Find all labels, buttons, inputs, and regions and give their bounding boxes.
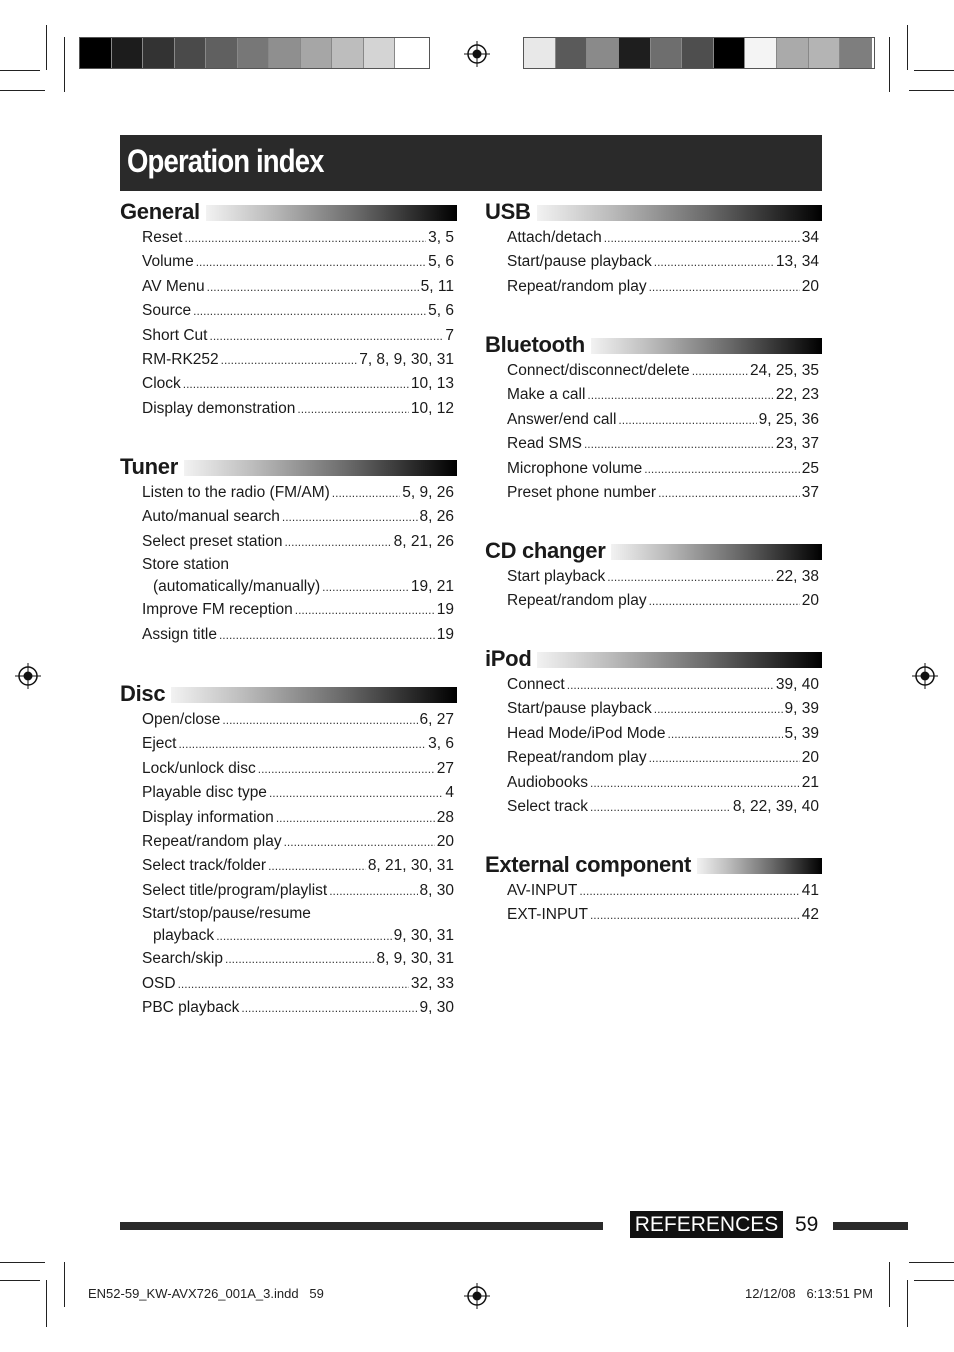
section-gradient-bar <box>697 858 822 874</box>
entry-pages: 7 <box>445 326 454 344</box>
dot-leader <box>607 565 774 589</box>
index-entry <box>142 830 454 854</box>
section-title: iPod <box>485 647 537 671</box>
entry-pages: 5, 6 <box>428 302 454 320</box>
index-entry <box>142 732 454 756</box>
entry-continuation <box>142 925 454 947</box>
entry-label: PBC playback <box>142 999 240 1017</box>
index-entry <box>142 879 454 903</box>
slug-timestamp: 12/12/08 6:13:51 PM <box>745 1286 873 1301</box>
index-entry <box>142 623 454 647</box>
color-swatch <box>651 38 683 68</box>
entry-label: Select track <box>507 798 588 816</box>
entry-label: Microphone volume <box>507 459 643 477</box>
entry-label: Playable disc type <box>142 784 267 802</box>
entry-pages: 19 <box>436 601 454 619</box>
dot-leader <box>284 530 391 554</box>
entry-pages: 23, 37 <box>775 435 819 453</box>
index-entry <box>142 348 454 372</box>
registration-mark-bottom-icon <box>464 1283 490 1309</box>
entry-label: Clock <box>142 375 181 393</box>
entry-label: AV-INPUT <box>507 882 578 899</box>
color-bar-right <box>523 37 875 69</box>
index-entry <box>142 324 454 348</box>
section-external-component <box>485 853 822 928</box>
section-ipod <box>485 647 822 819</box>
index-entry <box>507 226 819 250</box>
dot-leader <box>618 408 756 432</box>
section-gradient-bar <box>537 652 822 668</box>
entry-pages: 7, 8, 9, 30, 31 <box>359 351 454 369</box>
color-swatch <box>80 38 112 68</box>
entry-list <box>142 708 454 1020</box>
index-entry <box>142 505 454 529</box>
entry-pages: 8, 30 <box>419 881 454 899</box>
entry-label: Display information <box>142 808 274 826</box>
section-gradient-bar <box>206 205 457 221</box>
dot-leader <box>654 697 783 721</box>
entry-pages: 9, 30 <box>419 999 454 1017</box>
dot-leader <box>649 746 800 770</box>
dot-leader <box>590 771 800 795</box>
dot-leader <box>587 383 773 407</box>
section-tuner <box>120 455 457 647</box>
entry-label: Eject <box>142 735 177 753</box>
entry-pages: 6, 27 <box>419 711 454 728</box>
color-swatch <box>332 38 364 68</box>
color-swatch <box>745 38 777 68</box>
entry-pages: 34 <box>801 229 819 246</box>
section-cd-changer <box>485 539 822 614</box>
section-gradient-bar <box>591 338 822 354</box>
entry-pages: 8, 21, 26 <box>393 532 454 550</box>
dot-leader <box>268 854 366 878</box>
dot-leader <box>668 722 783 746</box>
entry-label: Select preset station <box>142 532 283 550</box>
entry-label: Assign title <box>142 625 217 643</box>
entry-pages: 42 <box>801 906 819 924</box>
section-gradient-bar <box>171 687 457 703</box>
index-entry <box>142 854 454 878</box>
index-entry <box>507 275 819 299</box>
entry-pages: 25 <box>801 459 819 477</box>
dot-leader <box>185 226 427 250</box>
entry-label: OSD <box>142 974 176 992</box>
color-swatch <box>395 38 427 68</box>
section-header <box>485 539 822 563</box>
index-entry <box>142 481 454 505</box>
entry-pages: 9, 25, 36 <box>758 410 819 428</box>
entry-label: Connect <box>507 676 565 693</box>
entry-label: Attach/detach <box>507 229 602 246</box>
entry-label: Auto/manual search <box>142 508 280 526</box>
entry-label: Source <box>142 302 192 320</box>
dot-leader <box>178 972 409 996</box>
entry-label: Start/pause playback <box>507 700 652 718</box>
color-swatch <box>556 38 588 68</box>
dot-leader <box>322 576 409 598</box>
index-entry <box>507 903 819 927</box>
registration-mark-top-icon <box>464 41 490 67</box>
index-entry <box>507 457 819 481</box>
entry-pages: 8, 21, 30, 31 <box>367 857 454 875</box>
color-swatch <box>714 38 746 68</box>
entry-pages: 19 <box>436 625 454 643</box>
section-header <box>485 853 822 877</box>
entry-list <box>507 359 819 505</box>
entry-label: Answer/end call <box>507 410 617 428</box>
color-swatch <box>364 38 396 68</box>
dot-leader <box>604 226 800 250</box>
entry-label: Repeat/random play <box>142 833 282 851</box>
dot-leader <box>332 481 400 505</box>
entry-list <box>507 879 819 928</box>
entry-pages: 21 <box>801 773 819 791</box>
footer-rule-left <box>120 1222 603 1230</box>
dot-leader <box>282 505 418 529</box>
entry-pages: 24, 25, 35 <box>750 362 819 379</box>
index-entry <box>142 397 454 421</box>
entry-pages: 5, 6 <box>428 253 454 271</box>
dot-leader <box>295 598 435 622</box>
dot-leader <box>567 673 774 697</box>
color-swatch <box>206 38 238 68</box>
entry-label: Select title/program/playlist <box>142 881 328 899</box>
entry-label: RM-RK252 <box>142 351 219 369</box>
index-entry <box>142 372 454 396</box>
page-title: Operation index <box>127 143 324 179</box>
index-entry <box>142 275 454 299</box>
color-swatch <box>112 38 144 68</box>
dot-leader <box>183 372 409 396</box>
section-title: Disc <box>120 682 171 706</box>
dot-leader <box>649 589 800 613</box>
section-bluetooth <box>485 333 822 505</box>
entry-label: Repeat/random play <box>507 277 647 295</box>
entry-continuation <box>142 576 454 598</box>
entry-label: AV Menu <box>142 277 205 295</box>
entry-pages: 10, 13 <box>410 375 454 393</box>
section-title: Tuner <box>120 455 184 479</box>
entry-label: Audiobooks <box>507 773 589 791</box>
entry-pages: 4 <box>445 784 454 802</box>
entry-label: Open/close <box>142 711 221 728</box>
section-header <box>485 647 822 671</box>
entry-label: EXT-INPUT <box>507 906 588 924</box>
entry-label: Select track/folder <box>142 857 267 875</box>
entry-pages: 19, 21 <box>410 578 454 596</box>
index-entry <box>142 250 454 274</box>
color-swatch <box>777 38 809 68</box>
section-header <box>485 200 822 224</box>
registration-mark-right-icon <box>912 663 938 689</box>
color-swatch <box>238 38 270 68</box>
index-entry <box>142 903 454 947</box>
index-entry <box>507 697 819 721</box>
title-bar <box>120 135 822 191</box>
entry-pages: 27 <box>436 759 454 777</box>
entry-pages: 3, 6 <box>428 735 454 753</box>
dot-leader <box>196 250 426 274</box>
entry-label: Start/stop/pause/resume <box>142 905 311 923</box>
entry-pages: 9, 30, 31 <box>393 927 454 945</box>
color-swatch <box>587 38 619 68</box>
dot-leader <box>590 903 800 927</box>
color-swatch <box>682 38 714 68</box>
index-entry <box>507 481 819 505</box>
registration-mark-left-icon <box>15 663 41 689</box>
dot-leader <box>590 795 731 819</box>
section-title: USB <box>485 200 537 224</box>
color-swatch <box>143 38 175 68</box>
entry-pages: 32, 33 <box>410 974 454 992</box>
index-entry <box>507 432 819 456</box>
entry-pages: 8, 22, 39, 40 <box>732 798 819 816</box>
entry-label: Lock/unlock disc <box>142 759 256 777</box>
index-entry <box>142 598 454 622</box>
entry-pages: 22, 23 <box>775 386 819 404</box>
entry-pages: 37 <box>801 484 819 502</box>
entry-label: Display demonstration <box>142 399 296 417</box>
entry-list <box>142 481 454 647</box>
color-swatch <box>175 38 207 68</box>
entry-pages: 10, 12 <box>410 399 454 417</box>
entry-label: Store station <box>142 556 230 574</box>
dot-leader <box>207 275 419 299</box>
dot-leader <box>579 879 799 903</box>
entry-label: Short Cut <box>142 326 208 344</box>
section-header <box>485 333 822 357</box>
index-entry <box>142 757 454 781</box>
entry-pages: 20 <box>436 833 454 851</box>
dot-leader <box>258 757 435 781</box>
index-entry <box>507 746 819 770</box>
entry-pages: 5, 39 <box>784 724 819 742</box>
section-disc <box>120 682 457 1020</box>
entry-label: Read SMS <box>507 435 582 453</box>
index-entry <box>507 589 819 613</box>
section-gradient-bar <box>611 544 822 560</box>
entry-pages: 8, 26 <box>419 508 454 526</box>
section-title: General <box>120 200 206 224</box>
index-entry <box>142 806 454 830</box>
dot-leader <box>297 397 409 421</box>
index-entry <box>507 722 819 746</box>
index-entry <box>507 795 819 819</box>
dot-leader <box>219 623 435 647</box>
dot-leader <box>269 781 443 805</box>
entry-list <box>507 226 819 299</box>
dot-leader <box>276 806 435 830</box>
index-entry <box>507 383 819 407</box>
index-entry <box>507 250 819 274</box>
index-entry <box>507 879 819 903</box>
entry-list <box>507 673 819 819</box>
entry-label: Head Mode/iPod Mode <box>507 724 666 742</box>
entry-label-continued: (automatically/manually) <box>153 578 321 596</box>
index-entry <box>507 565 819 589</box>
dot-leader <box>284 830 435 854</box>
section-general <box>120 200 457 421</box>
entry-label: Start playback <box>507 568 606 585</box>
entry-pages: 20 <box>801 277 819 295</box>
page-number: 59 <box>795 1213 819 1236</box>
section-title: External component <box>485 853 697 877</box>
entry-label: Make a call <box>507 386 586 404</box>
entry-label: Repeat/random play <box>507 592 647 610</box>
color-swatch <box>619 38 651 68</box>
footer-rule-right <box>833 1222 908 1230</box>
section-gradient-bar <box>184 460 457 476</box>
color-swatch <box>840 38 872 68</box>
dot-leader <box>222 708 417 732</box>
dot-leader <box>692 359 748 383</box>
entry-label: Start/pause playback <box>507 253 652 271</box>
index-entry <box>142 972 454 996</box>
entry-label-continued: playback <box>153 927 215 945</box>
dot-leader <box>221 348 358 372</box>
section-gradient-bar <box>537 205 822 221</box>
section-header <box>120 455 457 479</box>
entry-label: Preset phone number <box>507 484 657 502</box>
entry-pages: 39, 40 <box>775 676 819 693</box>
entry-pages: 20 <box>801 749 819 767</box>
dot-leader <box>216 925 391 947</box>
index-entry <box>507 771 819 795</box>
slug-filename: EN52-59_KW-AVX726_001A_3.indd 59 <box>88 1286 324 1301</box>
color-swatch <box>809 38 841 68</box>
index-entry <box>142 708 454 732</box>
entry-label: Listen to the radio (FM/AM) <box>142 484 330 501</box>
index-entry <box>142 781 454 805</box>
section-title: CD changer <box>485 539 611 563</box>
entry-label: Repeat/random play <box>507 749 647 767</box>
dot-leader <box>649 275 800 299</box>
dot-leader <box>241 996 417 1020</box>
entry-pages: 41 <box>801 882 819 899</box>
section-header <box>120 682 457 706</box>
color-swatch <box>301 38 333 68</box>
entry-list <box>507 565 819 614</box>
dot-leader <box>209 324 443 348</box>
entry-pages: 28 <box>436 808 454 826</box>
section-title: Bluetooth <box>485 333 591 357</box>
entry-label: Volume <box>142 253 194 271</box>
section-header <box>120 200 457 224</box>
entry-label: Improve FM reception <box>142 601 293 619</box>
entry-label: Search/skip <box>142 950 223 968</box>
index-entry <box>142 226 454 250</box>
index-entry <box>507 359 819 383</box>
entry-pages: 9, 39 <box>784 700 819 718</box>
index-entry <box>507 673 819 697</box>
index-entry <box>142 554 454 598</box>
entry-pages: 13, 34 <box>775 253 819 271</box>
color-swatch <box>524 38 556 68</box>
index-entry <box>142 530 454 554</box>
color-bar-left <box>79 37 430 69</box>
index-entry <box>142 947 454 971</box>
entry-pages: 8, 9, 30, 31 <box>376 950 454 968</box>
index-entry <box>507 408 819 432</box>
entry-label: Reset <box>142 229 183 246</box>
dot-leader <box>658 481 800 505</box>
color-swatch <box>269 38 301 68</box>
entry-pages: 22, 38 <box>775 568 819 585</box>
entry-pages: 20 <box>801 592 819 610</box>
dot-leader <box>193 299 426 323</box>
dot-leader <box>225 947 374 971</box>
dot-leader <box>584 432 774 456</box>
dot-leader <box>644 457 799 481</box>
index-entry <box>142 299 454 323</box>
entry-pages: 5, 9, 26 <box>402 484 454 501</box>
section-tab-label: REFERENCES <box>630 1211 783 1238</box>
entry-list <box>142 226 454 421</box>
index-entry <box>142 996 454 1020</box>
section-usb <box>485 200 822 299</box>
entry-label: Connect/disconnect/delete <box>507 362 690 379</box>
dot-leader <box>654 250 774 274</box>
entry-pages: 3, 5 <box>428 229 454 246</box>
entry-pages: 5, 11 <box>420 277 454 295</box>
dot-leader <box>329 879 417 903</box>
dot-leader <box>178 732 426 756</box>
